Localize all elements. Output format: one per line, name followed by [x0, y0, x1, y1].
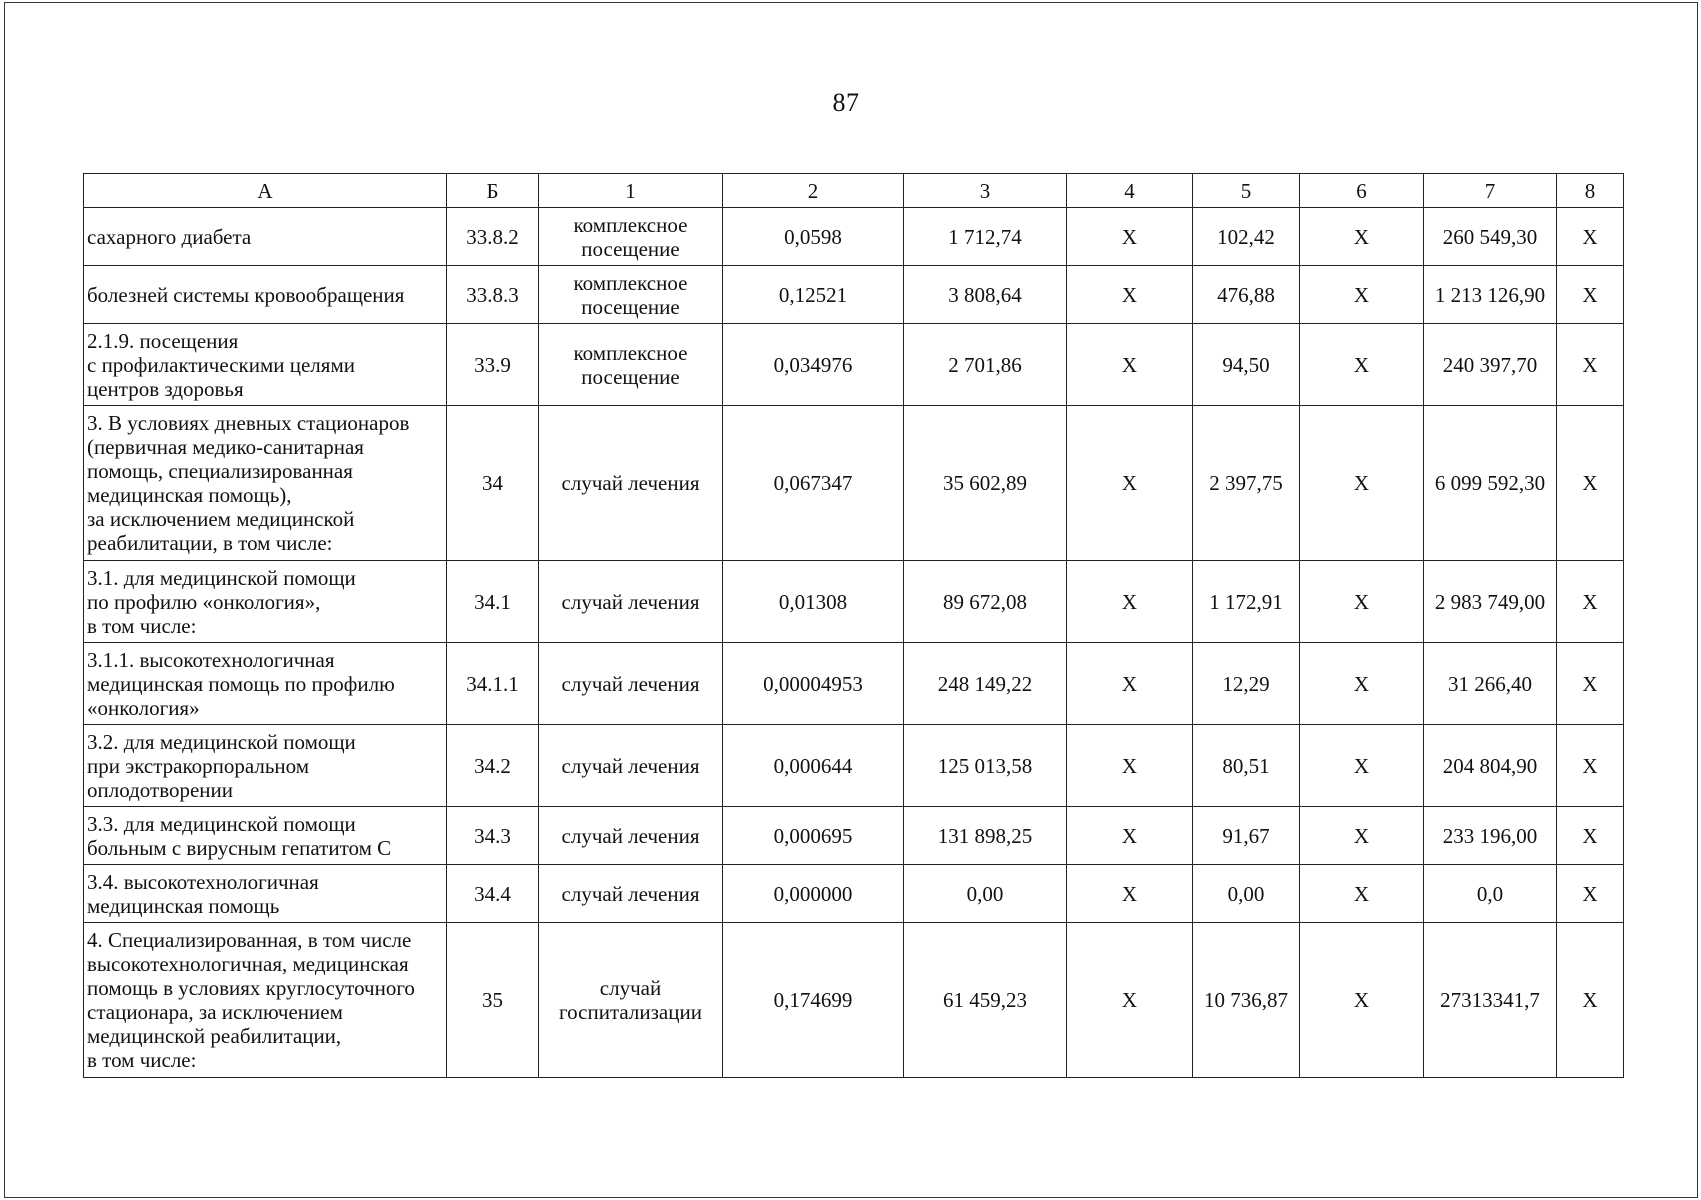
row-value-col2: 0,000000	[723, 865, 904, 923]
table-header	[84, 174, 1624, 208]
row-value-col7: 0,0	[1424, 865, 1557, 923]
row-unit-cell: случай лечения	[539, 406, 723, 561]
header-row	[84, 174, 1624, 208]
column-header-5: 5	[1193, 174, 1300, 208]
row-name-cell: 3.4. высокотехнологичная медицинская помощь	[84, 865, 447, 923]
row-value-col7: 2 983 749,00	[1424, 561, 1557, 643]
row-value-col3: 89 672,08	[904, 561, 1067, 643]
column-header-1: 1	[539, 174, 723, 208]
row-value-col6: Х	[1300, 923, 1424, 1078]
column-header-6: 6	[1300, 174, 1424, 208]
row-value-col4: Х	[1067, 725, 1193, 807]
row-unit-cell: случай лечения	[539, 725, 723, 807]
row-code-cell: 34	[447, 406, 539, 561]
row-value-col5: 94,50	[1193, 324, 1300, 406]
row-code-cell: 34.4	[447, 865, 539, 923]
row-value-col6: Х	[1300, 865, 1424, 923]
row-unit-cell: комплексное посещение	[539, 208, 723, 266]
row-unit-cell: комплексное посещение	[539, 266, 723, 324]
table-row	[84, 324, 1624, 406]
row-value-col5: 91,67	[1193, 807, 1300, 865]
row-value-col5: 476,88	[1193, 266, 1300, 324]
row-value-col4: Х	[1067, 923, 1193, 1078]
table-row	[84, 923, 1624, 1078]
row-name-cell: 3.1.1. высокотехнологичная медицинская помощь по профилю «онкология»	[84, 643, 447, 725]
row-code-cell: 34.1.1	[447, 643, 539, 725]
row-value-col8: Х	[1557, 266, 1624, 324]
row-value-col3: 1 712,74	[904, 208, 1067, 266]
row-value-col6: Х	[1300, 725, 1424, 807]
page-number: 87	[832, 88, 860, 117]
row-value-col5: 10 736,87	[1193, 923, 1300, 1078]
table-row	[84, 561, 1624, 643]
row-value-col4: Х	[1067, 561, 1193, 643]
row-value-col2: 0,034976	[723, 324, 904, 406]
row-value-col5: 12,29	[1193, 643, 1300, 725]
row-value-col4: Х	[1067, 643, 1193, 725]
row-value-col7: 240 397,70	[1424, 324, 1557, 406]
row-value-col4: Х	[1067, 807, 1193, 865]
row-value-col6: Х	[1300, 807, 1424, 865]
row-value-col7: 31 266,40	[1424, 643, 1557, 725]
row-value-col3: 125 013,58	[904, 725, 1067, 807]
row-value-col7: 6 099 592,30	[1424, 406, 1557, 561]
row-value-col3: 2 701,86	[904, 324, 1067, 406]
row-value-col8: Х	[1557, 923, 1624, 1078]
row-value-col7: 1 213 126,90	[1424, 266, 1557, 324]
column-header-7: 7	[1424, 174, 1557, 208]
row-value-col8: Х	[1557, 406, 1624, 561]
row-name-cell: 3.3. для медицинской помощи больным с вирусным гепатитом С	[84, 807, 447, 865]
row-value-col4: Х	[1067, 406, 1193, 561]
row-unit-cell: случай госпитализации	[539, 923, 723, 1078]
row-value-col8: Х	[1557, 208, 1624, 266]
row-value-col2: 0,067347	[723, 406, 904, 561]
row-value-col3: 3 808,64	[904, 266, 1067, 324]
column-header-a: А	[84, 174, 447, 208]
row-value-col3: 248 149,22	[904, 643, 1067, 725]
row-value-col4: Х	[1067, 266, 1193, 324]
row-code-cell: 33.8.3	[447, 266, 539, 324]
row-value-col6: Х	[1300, 324, 1424, 406]
row-unit-cell: случай лечения	[539, 865, 723, 923]
row-value-col4: Х	[1067, 324, 1193, 406]
table-row	[84, 406, 1624, 561]
row-value-col8: Х	[1557, 865, 1624, 923]
row-value-col6: Х	[1300, 266, 1424, 324]
row-code-cell: 33.9	[447, 324, 539, 406]
row-value-col8: Х	[1557, 324, 1624, 406]
row-code-cell: 34.2	[447, 725, 539, 807]
row-value-col3: 35 602,89	[904, 406, 1067, 561]
row-value-col7: 260 549,30	[1424, 208, 1557, 266]
table-row	[84, 865, 1624, 923]
row-value-col6: Х	[1300, 561, 1424, 643]
row-unit-cell: случай лечения	[539, 561, 723, 643]
row-name-cell: 3. В условиях дневных стационаров (первичная медико-санитарная помощь, специализированная медицинская помощь), за исключением медицинской реабилитации, в том числе:	[84, 406, 447, 561]
row-name-cell: 4. Специализированная, в том числе высокотехнологичная, медицинская помощь в условиях круглосуточного стационара, за исключением медицинской реабилитации, в том числе:	[84, 923, 447, 1078]
row-value-col2: 0,000644	[723, 725, 904, 807]
row-name-cell: сахарного диабета	[84, 208, 447, 266]
row-value-col3: 131 898,25	[904, 807, 1067, 865]
table-row	[84, 266, 1624, 324]
row-value-col8: Х	[1557, 807, 1624, 865]
row-name-cell: 2.1.9. посещения с профилактическими целями центров здоровья	[84, 324, 447, 406]
column-header-b: Б	[447, 174, 539, 208]
row-value-col5: 102,42	[1193, 208, 1300, 266]
table-body	[84, 208, 1624, 1078]
row-value-col6: Х	[1300, 643, 1424, 725]
row-unit-cell: случай лечения	[539, 643, 723, 725]
row-value-col8: Х	[1557, 561, 1624, 643]
row-value-col2: 0,0598	[723, 208, 904, 266]
row-value-col6: Х	[1300, 406, 1424, 561]
row-value-col5: 1 172,91	[1193, 561, 1300, 643]
table-row	[84, 643, 1624, 725]
table-row	[84, 807, 1624, 865]
row-code-cell: 35	[447, 923, 539, 1078]
row-value-col2: 0,00004953	[723, 643, 904, 725]
row-code-cell: 34.3	[447, 807, 539, 865]
row-value-col4: Х	[1067, 208, 1193, 266]
row-value-col7: 233 196,00	[1424, 807, 1557, 865]
row-value-col7: 27313341,7	[1424, 923, 1557, 1078]
data-table	[83, 173, 1624, 1078]
row-unit-cell: комплексное посещение	[539, 324, 723, 406]
table-row	[84, 725, 1624, 807]
table-row	[84, 208, 1624, 266]
row-code-cell: 34.1	[447, 561, 539, 643]
row-value-col3: 61 459,23	[904, 923, 1067, 1078]
row-value-col2: 0,174699	[723, 923, 904, 1078]
column-header-2: 2	[723, 174, 904, 208]
row-name-cell: болезней системы кровообращения	[84, 266, 447, 324]
row-value-col7: 204 804,90	[1424, 725, 1557, 807]
row-name-cell: 3.1. для медицинской помощи по профилю «онкология», в том числе:	[84, 561, 447, 643]
column-header-3: 3	[904, 174, 1067, 208]
row-value-col2: 0,12521	[723, 266, 904, 324]
row-value-col8: Х	[1557, 643, 1624, 725]
row-value-col2: 0,01308	[723, 561, 904, 643]
row-value-col8: Х	[1557, 725, 1624, 807]
row-value-col6: Х	[1300, 208, 1424, 266]
row-value-col2: 0,000695	[723, 807, 904, 865]
column-header-8: 8	[1557, 174, 1624, 208]
row-name-cell: 3.2. для медицинской помощи при экстракорпоральном оплодотворении	[84, 725, 447, 807]
row-value-col5: 2 397,75	[1193, 406, 1300, 561]
row-value-col5: 80,51	[1193, 725, 1300, 807]
row-value-col5: 0,00	[1193, 865, 1300, 923]
row-value-col3: 0,00	[904, 865, 1067, 923]
row-code-cell: 33.8.2	[447, 208, 539, 266]
column-header-4: 4	[1067, 174, 1193, 208]
row-unit-cell: случай лечения	[539, 807, 723, 865]
row-value-col4: Х	[1067, 865, 1193, 923]
